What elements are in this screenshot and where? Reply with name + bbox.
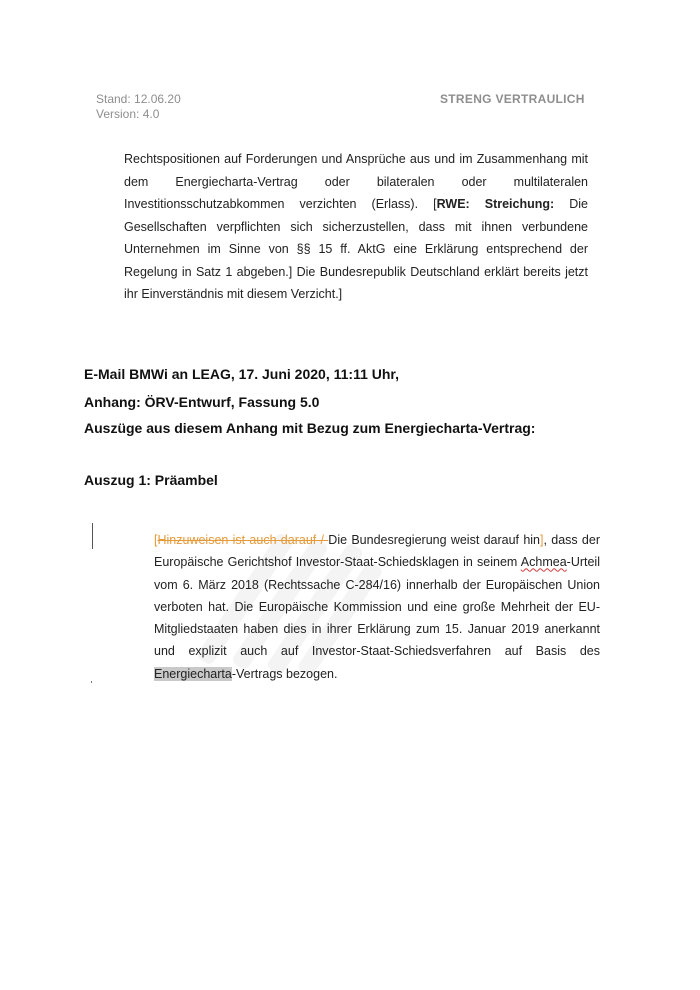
highlighted-word: Energiecharta [154, 666, 232, 681]
excerpt-text-2: , dass der Europäische Gerichtshof Investor-Staat-Schiedsklagen in seinem [154, 533, 600, 570]
excerpt-text-1: Die Bundesregierung weist darauf hin [328, 533, 540, 547]
header-meta [96, 92, 181, 122]
deleted-text: Hinzuweisen ist auch darauf / [157, 533, 329, 547]
change-bar [92, 523, 93, 549]
header-version: Version: 4.0 [96, 107, 160, 121]
excerpts-heading: Auszüge aus diesem Anhang mit Bezug zum Energiecharta-Vertrag: [84, 420, 536, 436]
paragraph-mark [91, 681, 92, 683]
excerpt1-heading: Auszug 1: Präambel [84, 472, 218, 488]
email-heading: E-Mail BMWi an LEAG, 17. Juni 2020, 11:11 Uhr, [84, 366, 399, 382]
quote-text-1: Rechtspositionen auf Forderungen und Ansprüche aus und im Zusammenhang mit dem Energiecharta-Vertrag oder bilateralen oder multilateralen Investitionsschutzabkommen verzichten (Erlass). [ [124, 152, 588, 211]
attachment-heading: Anhang: ÖRV-Entwurf, Fassung 5.0 [84, 394, 320, 410]
bracket-open: [ [154, 533, 158, 547]
header-date: Stand: 12.06.20 [96, 92, 181, 106]
header-classification: STRENG VERTRAULICH [440, 92, 585, 106]
bracket-close: ] [540, 533, 544, 547]
spellcheck-word: Achmea [520, 555, 567, 570]
excerpt-text-3: -Urteil vom 6. März 2018 (Rechtssache C-284/16) innerhalb der Europäischen Union verboten hat. Die Europäische Kommission und eine große Mehrheit der EU-Mitgliedstaaten haben dies in ihrer Erklärung zum 15. Januar 2019 anerkannt und explizit auch auf Investor-Staat-Schiedsverfahren auf Basis des [154, 555, 600, 659]
excerpt-paragraph [154, 529, 600, 685]
rwe-comment-label: RWE: Streichung: [436, 197, 555, 211]
quote-paragraph [124, 148, 588, 306]
quote-text-2: Die Gesellschaften verpflichten sich sicherzustellen, dass mit ihnen verbundene Unternehmen im Sinne von §§ 15 ff. AktG eine Erklärung entsprechend der Regelung in Satz 1 abgeben.] Die Bundesrepublik Deutschland erklärt bereits jetzt ihr Einverständnis mit diesem Verzicht.] [124, 197, 588, 301]
excerpt-text-4: -Vertrags bezogen. [231, 666, 338, 681]
